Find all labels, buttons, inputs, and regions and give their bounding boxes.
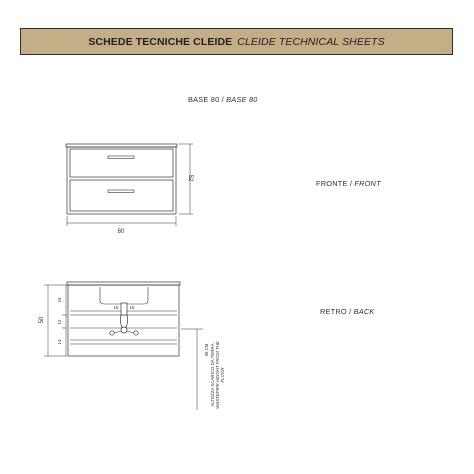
back-label-en: BACK — [353, 307, 375, 316]
model-name-it: BASE 80 — [188, 95, 220, 104]
front-drawer-upper — [70, 149, 173, 177]
model-name-en: BASE 80 — [226, 95, 258, 104]
back-height-dimensions — [44, 285, 67, 356]
front-cabinet-body — [67, 147, 176, 214]
back-segment-mid: 12 — [57, 319, 62, 325]
front-height-value: 52 — [187, 174, 193, 182]
drain-height-dimension — [181, 329, 203, 410]
front-width-dimension — [67, 216, 176, 226]
back-cabinet-body — [68, 285, 179, 356]
model-separator: / — [219, 95, 227, 104]
front-handle-upper — [108, 156, 134, 158]
front-drawer-lower — [70, 180, 173, 211]
front-top-edge — [66, 144, 177, 147]
front-width-value: 80 — [117, 229, 125, 235]
drain-note-en2: FLOOR — [220, 367, 225, 383]
front-view-drawing — [66, 144, 177, 214]
drain-note-en: WASTEPIPE HEIGHT FROM THE — [215, 341, 220, 409]
front-handle-lower — [108, 190, 134, 192]
pipe-offset-right: 15 — [129, 305, 135, 310]
front-label-en: FRONT — [354, 179, 381, 188]
back-top-edge — [67, 282, 180, 285]
drain-height-value: 95 CM — [204, 343, 209, 357]
back-view-drawing — [67, 282, 180, 356]
back-basin-outline — [100, 287, 148, 304]
header-title-it: SCHEDE TECNICHE CLEIDE — [88, 35, 233, 48]
back-segment-bottom: 14 — [57, 339, 62, 345]
drain-note-it: ALTEZZA SCARICO DA TERRA — [210, 343, 215, 407]
front-label-it: FRONTE — [316, 179, 348, 188]
back-label-it: RETRO — [320, 307, 347, 316]
back-segment-top: 24 — [57, 297, 62, 303]
header-title-en: CLEIDE TECHNICAL SHEETS — [237, 35, 385, 48]
back-total-height: 50 — [39, 316, 45, 324]
pipe-offset-left: 15 — [113, 305, 119, 310]
back-label-separator: / — [346, 307, 354, 316]
front-label-separator: / — [347, 179, 355, 188]
